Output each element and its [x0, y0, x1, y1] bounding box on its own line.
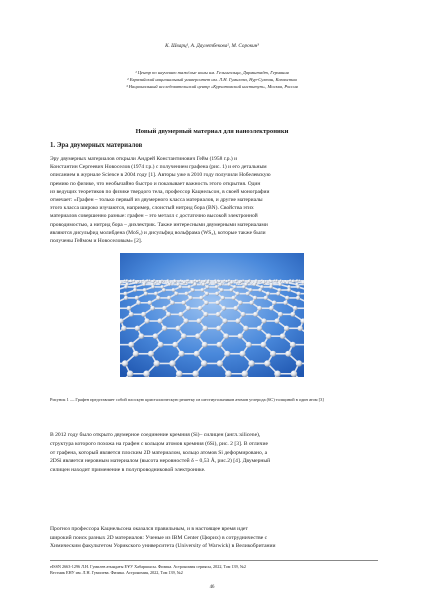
carbon-atom — [250, 283, 252, 285]
carbon-atom — [266, 292, 270, 296]
carbon-atom — [187, 279, 190, 282]
text-line: Константин Сергеевич Новоселов (1974 г.р.) с получением графена (рис. 1) и его детальным — [50, 164, 267, 171]
text-line: В 2012 году было открыто двумерное соединение кремния (Si)– силицен (англ.:silicene), — [50, 432, 261, 438]
carbon-atom — [221, 296, 225, 300]
carbon-atom — [178, 285, 182, 289]
author-list: К. Шварц¹, А. Даулетбекова², М. Сорокин³ — [165, 43, 259, 49]
carbon-atom — [249, 288, 253, 292]
text-line: Эру двумерных материалов открыли Андрей Константинович Гейм (1958 г.р.) и — [50, 156, 238, 162]
carbon-atom — [184, 292, 188, 296]
carbon-atom — [196, 318, 201, 323]
carbon-atom — [274, 370, 281, 377]
carbon-atom — [204, 301, 209, 306]
carbon-atom — [219, 283, 222, 286]
text-line: силицен находит применение в полупроводниковой электронике. — [50, 467, 206, 474]
carbon-atom — [233, 306, 238, 311]
carbon-atom — [128, 342, 134, 348]
carbon-atom — [283, 301, 288, 306]
carbon-atom — [129, 312, 134, 317]
carbon-atom — [265, 280, 267, 282]
text-line: этого класса широко изучаются, например, слоистый нитрид бора (BN). Свойства этих — [50, 205, 254, 212]
carbon-atom — [287, 288, 291, 292]
carbon-atom — [162, 326, 167, 331]
carbon-atom — [188, 285, 192, 289]
carbon-atom — [292, 280, 295, 283]
carbon-atom — [218, 280, 221, 283]
text-line: получены Геймом и Новоселовым» [2]. — [50, 238, 143, 245]
paper-title: Новый двумерный материал для наноэлектроники — [135, 128, 289, 135]
carbon-atom — [215, 301, 220, 306]
carbon-atom — [253, 296, 257, 300]
carbon-atom — [174, 292, 178, 296]
carbon-atom — [290, 312, 295, 317]
text-line: из ведущих теоретиков по физике твердого тела, профессор Кацнельсон, в своей монографии — [50, 188, 270, 195]
carbon-atom — [220, 288, 224, 292]
carbon-atom — [297, 326, 302, 331]
carbon-atom — [135, 281, 138, 284]
paragraph-2 — [50, 431, 378, 475]
carbon-atom — [157, 280, 159, 282]
carbon-atom — [230, 281, 233, 284]
carbon-atom — [266, 333, 272, 339]
affiliation-2: ² Евразийский национальный университет им. Л.Н. Гумилева, Нур-Султан, Казахстан — [127, 76, 297, 82]
carbon-atom — [176, 370, 183, 377]
carbon-atom — [222, 318, 227, 323]
carbon-atom — [223, 333, 229, 339]
journal-footnote — [50, 560, 378, 576]
carbon-atom — [293, 306, 298, 311]
carbon-atom — [150, 306, 155, 311]
carbon-atom — [144, 318, 149, 323]
carbon-atom — [203, 280, 206, 283]
carbon-atom — [280, 333, 286, 339]
carbon-atom — [286, 281, 289, 284]
carbon-atom — [146, 279, 149, 282]
carbon-atom — [186, 283, 188, 285]
text-line: отмечает: «Графен – только первый из двумерного класса материалов, и другие материалы — [50, 197, 263, 204]
carbon-atom — [122, 360, 128, 366]
carbon-atom — [217, 360, 223, 366]
carbon-atom — [139, 333, 145, 339]
carbon-atom — [127, 306, 132, 311]
carbon-atom — [123, 280, 125, 282]
carbon-atom — [216, 342, 222, 348]
carbon-atom — [216, 326, 221, 331]
carbon-atom — [296, 279, 299, 282]
carbon-atom — [183, 318, 188, 323]
text-line: структура которого похожа на графен с кольцом атомов кремния (6Si), рис. 2 [3]. В отличие — [50, 440, 268, 447]
carbon-atom — [285, 351, 291, 357]
carbon-atom — [276, 292, 280, 296]
text-line: проводимостью, а нитрид бора – диэлектрик. Также интересными двумерными материалами — [50, 221, 268, 228]
text-line: широкий поиск разных 2D материалов: Ученые из IBM Center (Цюрих) в сотрудничестве с — [50, 534, 268, 541]
carbon-atom — [296, 360, 302, 366]
footnote-line: eISSN 2663-1296 Л.Н. Гумилев атындағы ЕҰУ Хабаршысы. Физика. Астрономия сериясы, 2022, Том 139, №2 — [50, 564, 246, 569]
carbon-atom — [236, 283, 238, 285]
carbon-atom — [261, 318, 266, 323]
affiliation-1: ¹ Центр по научению тяжёлые ионы им. Гельмгольца, Дармштадт, Германия — [135, 70, 289, 75]
carbon-atom — [253, 312, 258, 317]
carbon-atom — [257, 326, 262, 331]
carbon-atom — [141, 312, 146, 317]
carbon-atom — [178, 312, 183, 317]
carbon-atom — [152, 280, 155, 283]
carbon-atom — [206, 281, 209, 284]
carbon-atom — [188, 296, 192, 300]
carbon-atom — [127, 370, 134, 377]
carbon-atom — [247, 280, 250, 283]
carbon-atom — [194, 351, 200, 357]
carbon-atom — [296, 296, 300, 300]
carbon-atom — [191, 281, 194, 284]
carbon-atom — [181, 301, 186, 306]
carbon-atom — [206, 285, 210, 289]
carbon-atom — [297, 292, 301, 296]
carbon-atom — [278, 312, 283, 317]
text-line: являются дисульфид молибдена (MoS₂) и дисульфид вольфрама (WS₂), которые также были — [50, 229, 266, 236]
carbon-atom — [243, 326, 248, 331]
carbon-atom — [215, 285, 219, 289]
carbon-atom — [167, 296, 171, 300]
carbon-atom — [143, 370, 150, 377]
graphene-lattice-figure — [120, 253, 304, 377]
carbon-atom — [168, 283, 171, 286]
carbon-atom — [238, 281, 241, 284]
carbon-atom — [239, 351, 245, 357]
carbon-atom — [170, 301, 175, 306]
carbon-atom — [198, 306, 203, 311]
carbon-atom — [285, 296, 289, 300]
affiliations — [62, 70, 362, 90]
carbon-atom — [136, 301, 141, 306]
text-line: Химическим факультетом Уорикского университета (University of Warwick) в Великобритании — [50, 543, 276, 549]
carbon-atom — [200, 283, 202, 285]
carbon-atom — [225, 370, 232, 377]
carbon-atom — [246, 342, 252, 348]
carbon-atom — [159, 281, 162, 284]
text-line: материалов совершенно разные: графен – это металл с достаточно высокой электронной — [50, 213, 258, 220]
text-line: 2DSi является неровным материалом (высота неровностей δ ~ 0,53 Å, рис.2) [4]. Двумерный — [50, 458, 271, 465]
carbon-atom — [233, 285, 237, 289]
carbon-atom — [132, 279, 135, 282]
carbon-atom — [241, 370, 248, 377]
carbon-atom — [257, 306, 262, 311]
carbon-atom — [144, 292, 148, 296]
carbon-atom — [253, 283, 256, 286]
carbon-atom — [246, 292, 250, 296]
carbon-atom — [291, 370, 298, 377]
carbon-atom — [237, 333, 243, 339]
carbon-atom — [178, 351, 184, 357]
carbon-atom — [143, 288, 147, 292]
carbon-atom — [196, 280, 199, 283]
carbon-atom — [172, 283, 174, 285]
carbon-atom — [129, 280, 132, 283]
carbon-atom — [269, 285, 273, 289]
carbon-atom — [154, 292, 158, 296]
carbon-atom — [203, 312, 208, 317]
carbon-atom — [123, 292, 127, 296]
carbon-atom — [203, 326, 208, 331]
carbon-atom — [296, 285, 300, 289]
carbon-atom — [268, 283, 270, 285]
carbon-atom — [191, 288, 195, 292]
carbon-atom — [216, 312, 221, 317]
carbon-atom — [205, 292, 209, 296]
carbon-atom — [142, 283, 145, 286]
carbon-atom — [192, 370, 199, 377]
carbon-atom — [174, 280, 177, 283]
carbon-atom — [229, 288, 233, 292]
text-line: Прогноз профессора Кацнельсона оказался правильным, и в настоящее время идет — [50, 526, 248, 532]
carbon-atom — [242, 285, 246, 289]
affiliation-3: ³ Национальный исследовательский центр «Курчатовский институт», Москва, Россия — [126, 83, 298, 89]
text-line: премию по физике, что необычайно быстро и показывает важность этого открытия. Один — [50, 180, 261, 187]
carbon-atom — [264, 296, 268, 300]
carbon-atom — [169, 360, 175, 366]
carbon-atom — [202, 283, 205, 286]
carbon-atom — [133, 288, 137, 292]
page-number: 46 — [209, 585, 215, 590]
carbon-atom — [238, 301, 243, 306]
graphene-lattice-image — [120, 253, 304, 377]
carbon-atom — [186, 306, 191, 311]
carbon-atom — [201, 360, 207, 366]
section-heading: 1. Эра двумерных материалов — [50, 142, 143, 149]
footnote-line: Вестник ЕНУ им. Л.Н. Гумилева. Физика. Астрономия, 2022, Том 139, №2 — [50, 570, 183, 576]
carbon-atom — [157, 318, 162, 323]
carbon-atom — [156, 296, 160, 300]
carbon-atom — [124, 296, 128, 300]
carbon-atom — [195, 333, 201, 339]
carbon-atom — [153, 333, 159, 339]
carbon-atom — [124, 285, 128, 289]
carbon-atom — [274, 318, 279, 323]
figure-caption: Рисунок 1 — Графен представляет собой плоскую кристаллическую решетку из шестиугольников атомов углерода (6С) толщиной в один атом [3] — [50, 397, 324, 402]
carbon-atom — [148, 301, 153, 306]
carbon-atom — [126, 279, 129, 282]
carbon-atom — [258, 288, 262, 292]
carbon-atom — [214, 281, 217, 284]
carbon-atom — [193, 283, 196, 286]
text-line: от графена, который является плоским 2D материалом, кольцо атомов Si деформировано, а — [50, 449, 268, 456]
carbon-atom — [172, 342, 178, 348]
carbon-atom — [241, 312, 246, 317]
carbon-atom — [162, 288, 166, 292]
carbon-atom — [135, 296, 139, 300]
carbon-atom — [135, 326, 140, 331]
carbon-atom — [224, 351, 230, 357]
carbon-atom — [221, 306, 226, 311]
carbon-atom — [284, 326, 289, 331]
carbon-atom — [275, 279, 278, 282]
carbon-atom — [262, 281, 265, 284]
carbon-atom — [234, 279, 237, 282]
carbon-atom — [166, 312, 171, 317]
text-line: описанием в журнале Science в 2004 году [1]. Авторы уже в 2010 году получили Нобелевскую — [50, 172, 271, 179]
carbon-atom — [289, 279, 292, 282]
carbon-atom — [133, 351, 139, 357]
carbon-atom — [199, 296, 203, 300]
paragraph-1 — [50, 155, 378, 245]
carbon-atom — [202, 342, 208, 348]
carbon-atom — [158, 342, 164, 348]
paragraph-3 — [50, 525, 378, 551]
carbon-atom — [264, 360, 270, 366]
carbon-atom — [249, 301, 254, 306]
carbon-atom — [175, 326, 180, 331]
carbon-atom — [272, 301, 277, 306]
carbon-atom — [290, 342, 296, 348]
carbon-atom — [215, 292, 219, 296]
carbon-atom — [121, 326, 126, 331]
carbon-atom — [225, 280, 228, 283]
carbon-atom — [151, 285, 155, 289]
carbon-atom — [200, 288, 204, 292]
carbon-atom — [298, 280, 300, 282]
carbon-atom — [270, 351, 276, 357]
carbon-atom — [260, 342, 266, 348]
carbon-atom — [269, 306, 274, 311]
carbon-atom — [248, 360, 254, 366]
carbon-atom — [235, 318, 240, 323]
carbon-atom — [235, 292, 239, 296]
carbon-atom — [153, 360, 159, 366]
carbon-atom — [278, 283, 281, 286]
carbon-atom — [148, 351, 154, 357]
carbon-atom — [172, 288, 176, 292]
carbon-atom — [154, 283, 156, 285]
carbon-atom — [222, 283, 224, 285]
carbon-atom — [227, 283, 230, 286]
carbon-atom — [162, 306, 167, 311]
carbon-atom — [269, 280, 272, 283]
carbon-atom — [181, 333, 187, 339]
carbon-atom — [277, 288, 281, 292]
carbon-atom — [231, 296, 235, 300]
carbon-atom — [183, 281, 186, 284]
